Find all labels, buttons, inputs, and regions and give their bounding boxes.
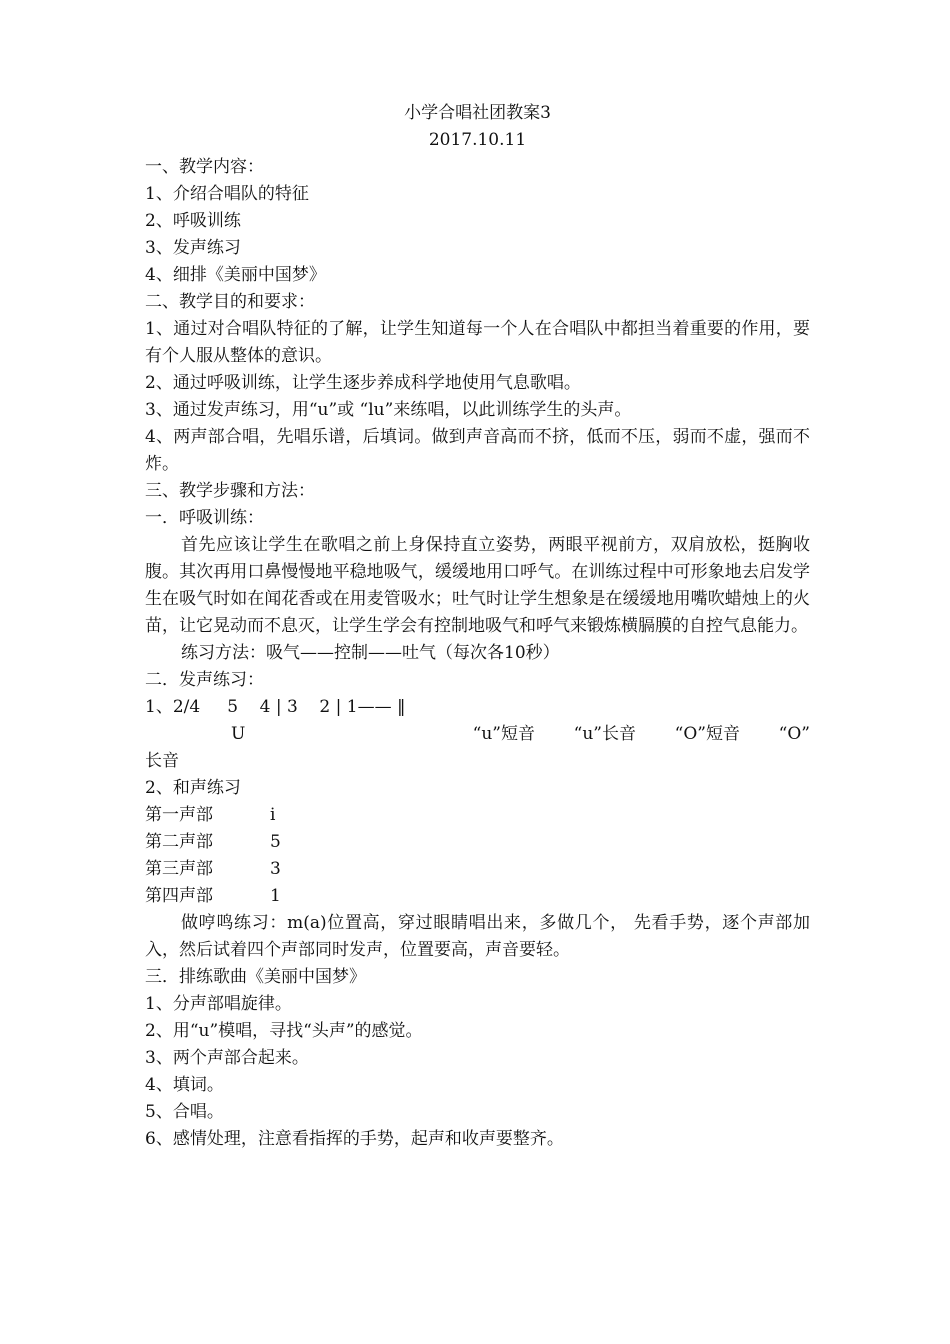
vowel-u: U	[231, 724, 246, 744]
humming-paragraph: 做哼鸣练习：m(a)位置高，穿过眼睛唱出来，多做几个， 先看手势，逐个声部加入，然后试着四个声部同时发声，位置要高，声音要轻。	[145, 913, 810, 960]
subsection-heading: 一．呼吸训练：	[145, 508, 264, 528]
voice-part-row	[145, 802, 810, 829]
content-item: 3、发声练习	[145, 238, 241, 258]
vowel-o-long: “O”	[778, 724, 810, 744]
content-item: 1、介绍合唱队的特征	[145, 184, 309, 204]
breathing-method: 练习方法：吸气——控制——吐气（每次各10秒）	[181, 643, 560, 663]
subsection-heading: 二．发声练习：	[145, 670, 264, 690]
harmony-heading: 2、和声练习	[145, 778, 241, 798]
voice-part-name: 第四声部	[145, 886, 213, 906]
voice-part-note: 5	[270, 832, 281, 852]
voice-part-name: 第三声部	[145, 859, 213, 879]
lesson-plan	[145, 100, 810, 1153]
content-item: 2、呼吸训练	[145, 211, 241, 231]
music-notation: 1、2/4 5 4 | 3 2 | 1—— ‖	[145, 697, 406, 717]
section-heading: 二、教学目的和要求：	[145, 292, 315, 312]
vowel-u-short: “u”短音	[472, 724, 535, 744]
voice-part-row	[145, 883, 810, 910]
voice-part-note: 3	[270, 859, 281, 879]
breathing-paragraph: 首先应该让学生在歌唱之前上身保持直立姿势，两眼平视前方，双肩放松，挺胸收腹。其次再用口鼻慢慢地平稳地吸气，缓缓地用口呼气。在训练过程中可形象地去启发学生在吸气时如在闻花香或在用麦管吸水；吐气时让学生想象是在缓缓地用嘴吹蜡烛上的火苗，让它晃动而不息灭，让学生学会有控制地吸气和呼气来锻炼横膈膜的自控气息能力。	[145, 535, 810, 636]
voice-part-name: 第一声部	[145, 805, 213, 825]
subsection-heading: 三．排练歌曲《美丽中国梦》	[145, 967, 366, 987]
goal-item: 1、通过对合唱队特征的了解，让学生知道每一个人在合唱队中都担当着重要的作用，要有个人服从整体的意识。	[145, 319, 810, 366]
rehearsal-item: 1、分声部唱旋律。	[145, 994, 292, 1014]
goal-item: 3、通过发声练习，用“u”或 “lu”来练唱，以此训练学生的头声。	[145, 400, 632, 420]
voice-part-name: 第二声部	[145, 832, 213, 852]
vowel-o-short: “O”短音	[674, 724, 740, 744]
vowel-u-long: “u”长音	[573, 724, 636, 744]
rehearsal-item: 6、感情处理，注意看指挥的手势，起声和收声要整齐。	[145, 1129, 564, 1149]
rehearsal-item: 5、合唱。	[145, 1102, 224, 1122]
rehearsal-item: 4、填词。	[145, 1075, 224, 1095]
voice-part-note: 1	[270, 886, 281, 906]
voice-part-note: i	[270, 805, 276, 825]
section-heading: 三、教学步骤和方法：	[145, 481, 315, 501]
rehearsal-item: 3、两个声部合起来。	[145, 1048, 309, 1068]
rehearsal-item: 2、用“u”模唱，寻找“头声”的感觉。	[145, 1021, 423, 1041]
section-heading: 一、教学内容：	[145, 157, 264, 177]
goal-item: 4、两声部合唱，先唱乐谱，后填词。做到声音高而不挤，低而不压，弱而不虚，强而不炸。	[145, 427, 810, 474]
vowel-o-long-suffix: 长音	[145, 751, 179, 771]
vowel-row	[145, 721, 810, 748]
goal-item: 2、通过呼吸训练，让学生逐步养成科学地使用气息歌唱。	[145, 373, 581, 393]
content-item: 4、细排《美丽中国梦》	[145, 265, 326, 285]
voice-part-row	[145, 856, 810, 883]
voice-part-row	[145, 829, 810, 856]
document-date: 2017.10.11	[428, 130, 527, 150]
document-title: 小学合唱社团教案3	[404, 103, 551, 123]
